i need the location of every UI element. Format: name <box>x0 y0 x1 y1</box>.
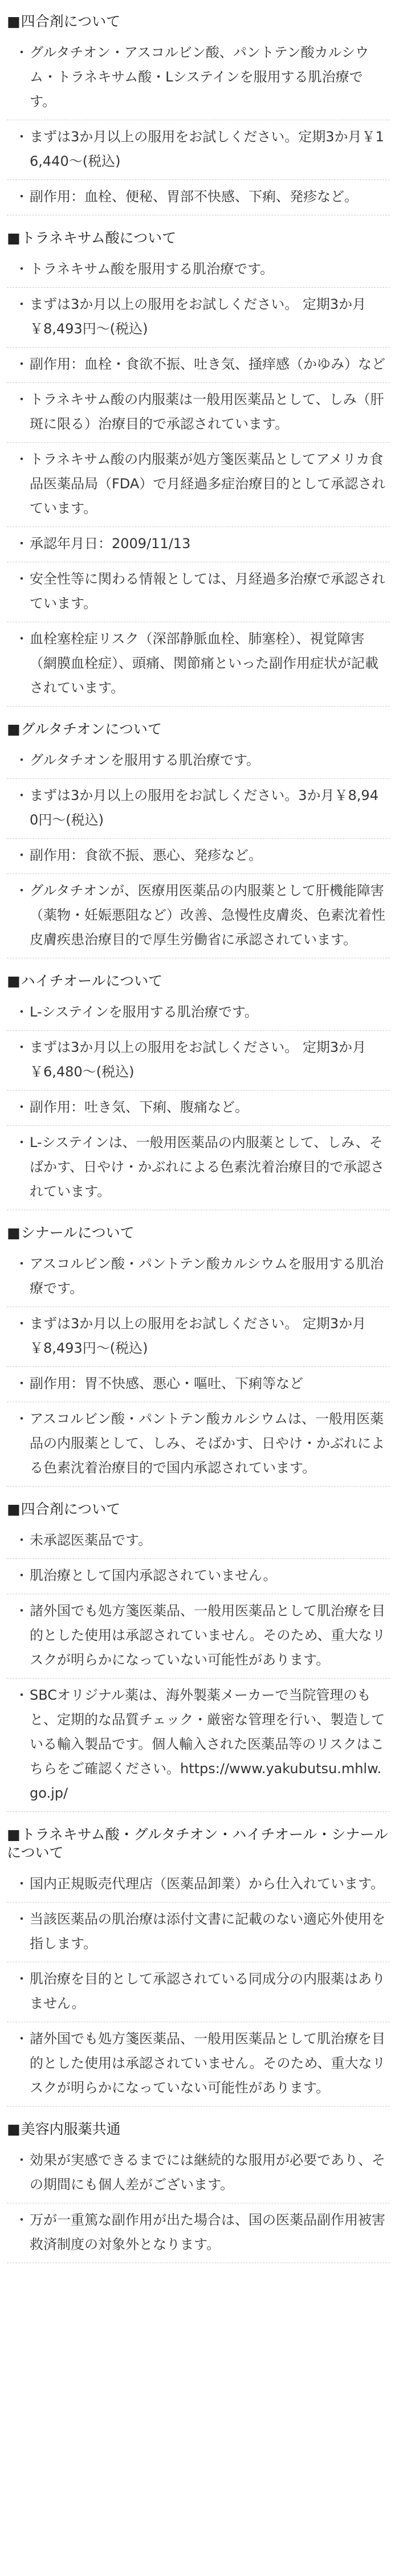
list-item <box>7 874 390 958</box>
list-item-text: 安全性等に関わる情報としては、月経過多治療で承認されています。 <box>30 571 385 611</box>
bullet-dot-icon: ・ <box>15 451 28 467</box>
section-title-text: 美容内服薬共通 <box>21 2121 121 2137</box>
list-item <box>7 562 390 622</box>
list-item <box>7 2022 390 2106</box>
square-bullet-icon: ■ <box>7 1224 21 1241</box>
list-item <box>7 348 390 383</box>
list-item <box>7 1307 390 1367</box>
list-item-text: グルタチオンが、医療用医薬品の内服薬として肝機能障害（薬物・妊娠悪阻など）改善、急慢性皮膚炎、色素沈着性皮膚疾患治療目的で厚生労働省に承認されています。 <box>30 883 385 948</box>
bullet-dot-icon: ・ <box>15 571 28 587</box>
list-item <box>7 443 390 527</box>
list-item-text: 効果が実感できるまでには継続的な服用が必要であり、その期間にも個人差がございます。 <box>30 2152 385 2193</box>
list-item-text: 副作用：吐き気、下痢、腹痛など。 <box>30 1099 249 1115</box>
bullet-dot-icon: ・ <box>15 2152 28 2168</box>
section-title-text: シナールについて <box>21 1224 135 1241</box>
list-item-text: L-システインは、一般用医薬品の内服薬として、しみ、そばかす、日やけ・かぶれによる色素沈着治療目的で承認されています。 <box>30 1134 385 1199</box>
section-title <box>7 2120 390 2138</box>
bullet-dot-icon: ・ <box>15 1911 28 1927</box>
list-item <box>7 995 390 1031</box>
bullet-dot-icon: ・ <box>15 1567 28 1583</box>
bullet-dot-icon: ・ <box>15 1375 28 1391</box>
list-item-text: グルタチオン・アスコルビン酸、パントテン酸カルシウム・トラネキサム酸・Lシステインを服用する肌治療です。 <box>30 44 369 109</box>
list-item-text: トラネキサム酸の内服薬が処方箋医薬品としてアメリカ食品医薬品局（FDA）で月経過多症治療目的として承認されています。 <box>30 451 386 516</box>
section-title-text: 四合剤について <box>21 1501 121 1517</box>
list-item-text: 国内正規販売代理店（医薬品卸業）から仕入れています。 <box>30 1876 385 1892</box>
list-item <box>7 36 390 120</box>
bullet-dot-icon: ・ <box>15 1971 28 1987</box>
section-list <box>7 995 390 1210</box>
bullet-dot-icon: ・ <box>15 1411 28 1427</box>
square-bullet-icon: ■ <box>7 973 21 989</box>
list-item-text: 未承認医薬品です。 <box>30 1532 152 1548</box>
bullet-dot-icon: ・ <box>15 189 28 205</box>
bullet-dot-icon: ・ <box>15 1039 28 1055</box>
section-title-text: トラネキサム酸・グルタチオン・ハイチオール・シナール について <box>7 1826 388 1861</box>
list-item <box>7 383 390 443</box>
list-item-text: 副作用：血栓・食欲不振、吐き気、掻痒感（かゆみ）など <box>30 356 385 372</box>
section-list <box>7 36 390 215</box>
list-item <box>7 1524 390 1559</box>
bullet-dot-icon: ・ <box>15 1316 28 1332</box>
bullet-dot-icon: ・ <box>15 44 28 60</box>
list-item-text: まずは3か月以上の服用をお試しください。定期3か月￥16,440～(税込) <box>30 129 384 169</box>
list-item <box>7 779 390 839</box>
section-title <box>7 972 390 990</box>
section-title <box>7 1224 390 1242</box>
bullet-dot-icon: ・ <box>15 1876 28 1892</box>
list-item <box>7 120 390 180</box>
section-list <box>7 1247 390 1487</box>
list-item-text: 諸外国でも処方箋医薬品、一般用医薬品として肌治療を目的とした使用は承認されていません。そのため、重大なリスクが明らかになっていない可能性があります。 <box>30 1603 386 1668</box>
list-item <box>7 1867 390 1903</box>
list-item <box>7 2203 390 2263</box>
section-title <box>7 1826 390 1862</box>
bullet-dot-icon: ・ <box>15 1603 28 1619</box>
list-item <box>7 1903 390 1962</box>
list-item-text: 万が一重篤な副作用が出た場合は、国の医薬品副作用被害救済制度の対象外となります。 <box>30 2212 385 2252</box>
list-item-text: SBCオリジナル薬は、海外製薬メーカーで当院管理のもと、定期的な品質チェック・厳密な管理を行い、製造している輸入製品です。個人輸入された医薬品等のリスクはこちらをご確認ください。https://www.yakubutsu.mhlw.go.jp/ <box>30 1687 385 1801</box>
bullet-dot-icon: ・ <box>15 2212 28 2228</box>
bullet-dot-icon: ・ <box>15 847 28 863</box>
list-item-text: 副作用：食欲不振、悪心、発疹など。 <box>30 847 262 863</box>
section-list <box>7 1867 390 2106</box>
list-item-text: まずは3か月以上の服用をお試しください。3か月￥8,940円～(税込) <box>30 787 378 828</box>
bullet-dot-icon: ・ <box>15 1532 28 1548</box>
list-item <box>7 527 390 562</box>
list-item <box>7 1031 390 1091</box>
square-bullet-icon: ■ <box>7 721 21 737</box>
bullet-dot-icon: ・ <box>15 1134 28 1150</box>
bullet-dot-icon: ・ <box>15 129 28 145</box>
list-item <box>7 1679 390 1812</box>
section-title-text: グルタチオンについて <box>21 721 162 737</box>
list-item <box>7 1126 390 1210</box>
list-item-text: 血栓塞栓症リスク（深部静脈血栓、肺塞栓）、視覚障害（網膜血栓症）、頭痛、関節痛といった副作用症状が記載されています。 <box>30 631 378 696</box>
list-item <box>7 2144 390 2203</box>
list-item <box>7 1402 390 1487</box>
square-bullet-icon: ■ <box>7 2121 21 2137</box>
list-item-text: トラネキサム酸を服用する肌治療です。 <box>30 261 274 277</box>
list-item-text: 諸外国でも処方箋医薬品、一般用医薬品として肌治療を目的とした使用は承認されていません。そのため、重大なリスクが明らかになっていない可能性があります。 <box>30 2031 386 2096</box>
list-item-text: まずは3か月以上の服用をお試しください。 定期3か月￥8,493円～(税込) <box>30 296 367 337</box>
bullet-dot-icon: ・ <box>15 261 28 277</box>
list-item <box>7 252 390 288</box>
bullet-dot-icon: ・ <box>15 1687 28 1703</box>
list-item-text: 承認年月日：2009/11/13 <box>30 536 191 552</box>
list-item <box>7 1594 390 1679</box>
bullet-dot-icon: ・ <box>15 1099 28 1115</box>
bullet-dot-icon: ・ <box>15 391 28 407</box>
list-item <box>7 622 390 707</box>
list-item-text: 肌治療として国内承認されていません。 <box>30 1567 277 1583</box>
list-item <box>7 1962 390 2022</box>
list-item-text: 副作用：胃不快感、悪心・嘔吐、下痢等など <box>30 1375 303 1391</box>
section-title-text: 四合剤について <box>21 13 121 30</box>
bullet-dot-icon: ・ <box>15 883 28 899</box>
list-item-text: グルタチオンを服用する肌治療です。 <box>30 752 260 768</box>
bullet-dot-icon: ・ <box>15 631 28 647</box>
list-item-text: 肌治療を目的として承認されている同成分の内服薬はありません。 <box>30 1971 385 2011</box>
bullet-dot-icon: ・ <box>15 2031 28 2047</box>
section-title-text: ハイチオールについて <box>21 973 163 989</box>
bullet-dot-icon: ・ <box>15 296 28 312</box>
section-list <box>7 2144 390 2263</box>
bullet-dot-icon: ・ <box>15 356 28 372</box>
bullet-dot-icon: ・ <box>15 787 28 803</box>
section-list <box>7 744 390 958</box>
bullet-dot-icon: ・ <box>15 1004 28 1020</box>
section-title <box>7 720 390 738</box>
list-item-text: L-システインを服用する肌治療です。 <box>30 1004 258 1020</box>
list-item <box>7 839 390 874</box>
square-bullet-icon: ■ <box>7 1826 21 1843</box>
list-item <box>7 1367 390 1402</box>
list-item-text: まずは3か月以上の服用をお試しください。 定期3か月￥6,480～(税込) <box>30 1039 367 1080</box>
list-item-text: まずは3か月以上の服用をお試しください。 定期3か月￥8,493円～(税込) <box>30 1316 367 1356</box>
section-title <box>7 1500 390 1518</box>
list-item <box>7 1091 390 1126</box>
section-title-text: トラネキサム酸について <box>21 230 177 246</box>
list-item-text: 当該医薬品の肌治療は添付文書に記載のない適応外使用を指します。 <box>30 1911 385 1952</box>
list-item <box>7 1559 390 1594</box>
square-bullet-icon: ■ <box>7 230 21 246</box>
list-item <box>7 1247 390 1307</box>
square-bullet-icon: ■ <box>7 1501 21 1517</box>
list-item-text: トラネキサム酸の内服薬は一般用医薬品として、しみ（肝斑に限る）治療目的で承認されています。 <box>30 391 384 432</box>
bullet-dot-icon: ・ <box>15 1256 28 1272</box>
section-list <box>7 252 390 707</box>
section-list <box>7 1524 390 1812</box>
list-item-text: アスコルビン酸・パントテン酸カルシウムを服用する肌治療です。 <box>30 1256 384 1296</box>
list-item-text: アスコルビン酸・パントテン酸カルシウムは、一般用医薬品の内服薬として、しみ、そばかす、日やけ・かぶれによる色素沈着治療目的で国内承認されています。 <box>30 1411 385 1476</box>
bullet-dot-icon: ・ <box>15 752 28 768</box>
list-item <box>7 180 390 215</box>
list-item <box>7 288 390 348</box>
bullet-dot-icon: ・ <box>15 536 28 552</box>
section-title <box>7 229 390 247</box>
list-item-text: 副作用：血栓、便秘、胃部不快感、下痢、発疹など。 <box>30 189 358 205</box>
square-bullet-icon: ■ <box>7 13 21 30</box>
list-item <box>7 744 390 779</box>
section-title <box>7 13 390 31</box>
